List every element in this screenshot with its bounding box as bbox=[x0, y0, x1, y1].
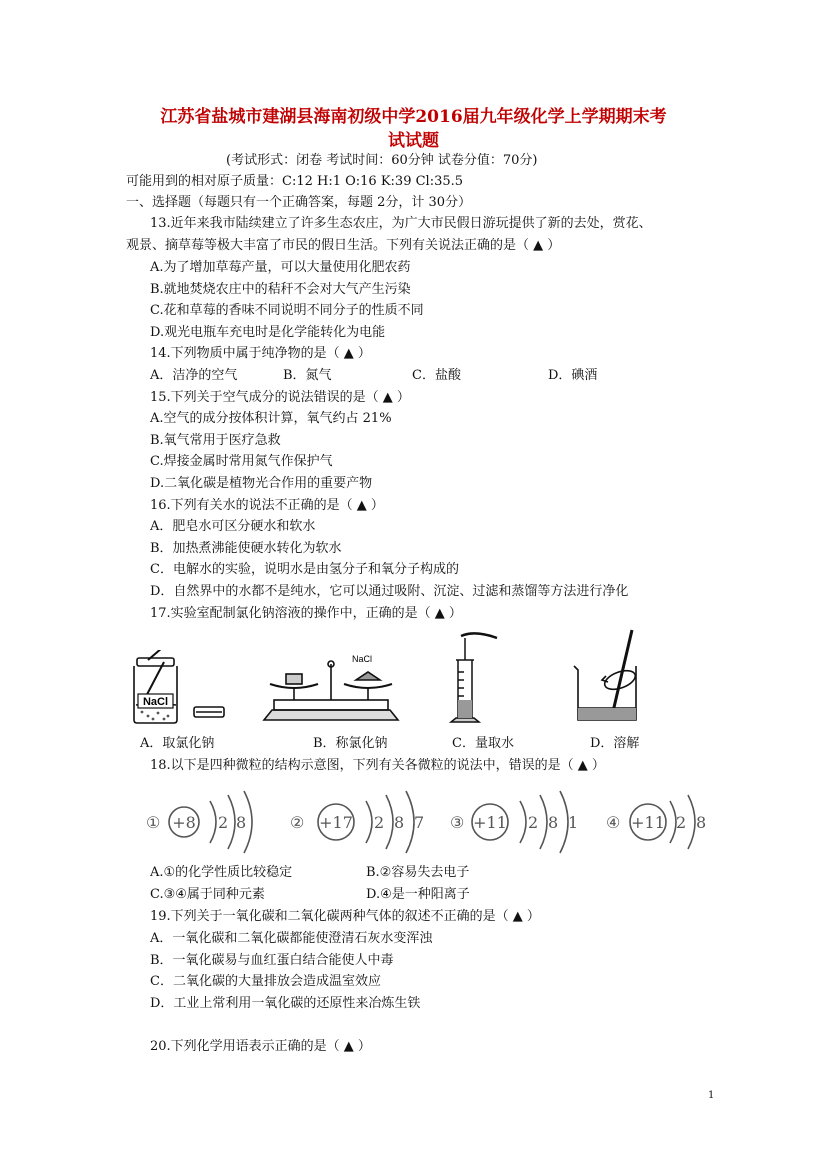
particle-4-shell-2: 8 bbox=[696, 813, 707, 832]
q17-option-c: C．量取水 bbox=[452, 736, 514, 751]
particle-1-arc-2 bbox=[228, 795, 235, 849]
q14-option-d: D．碘酒 bbox=[548, 368, 598, 383]
beaker-figure bbox=[570, 628, 650, 726]
reagent-jar bbox=[134, 650, 177, 723]
q17-option-a: A．取氯化钠 bbox=[140, 736, 215, 751]
q19-option-a: A．一氧化碳和二氧化碳都能使澄清石灰水变浑浊 bbox=[150, 931, 433, 946]
particle-diagrams bbox=[140, 785, 710, 855]
document-title-line2: 试试题 bbox=[388, 131, 439, 151]
q19-stem: 19.下列关于一氧化碳和二氧化碳两种气体的叙述不正确的是（ ▲ ） bbox=[150, 909, 540, 924]
q16-option-c: C．电解水的实验，说明水是由氢分子和氧分子构成的 bbox=[150, 562, 459, 577]
reagent-jar-figure bbox=[128, 650, 238, 726]
particle-1-charge: +8 bbox=[172, 813, 196, 832]
q16-option-d: D．自然界中的水都不是纯水，它可以通过吸附、沉淀、过滤和蒸馏等方法进行净化 bbox=[150, 584, 629, 599]
q18-option-b: B.②容易失去电子 bbox=[366, 865, 470, 880]
q13-option-c: C.花和草莓的香味不同说明不同分子的性质不同 bbox=[150, 303, 424, 318]
particle-4-index: ④ bbox=[606, 813, 621, 832]
particle-3-shell-1: 2 bbox=[528, 813, 539, 832]
q15-option-d: D.二氧化碳是植物光合作用的重要产物 bbox=[150, 476, 373, 491]
balance-figure bbox=[260, 650, 405, 726]
q18-option-a: A.①的化学性质比较稳定 bbox=[150, 865, 293, 880]
q16-option-a: A．肥皂水可区分硬水和软水 bbox=[150, 519, 316, 534]
cylinder-water bbox=[458, 700, 472, 718]
particle-4-shell-1: 2 bbox=[676, 813, 687, 832]
particle-2-shell-3: 7 bbox=[414, 813, 425, 832]
particle-2-charge: +17 bbox=[319, 813, 353, 832]
q18-option-d: D.④是一种阳离子 bbox=[366, 887, 470, 902]
q17-option-b: B．称氯化钠 bbox=[313, 736, 388, 751]
particle-1-shell-1: 2 bbox=[218, 813, 229, 832]
page-number: 1 bbox=[708, 1090, 715, 1101]
q15-option-b: B.氧气常用于医疗急救 bbox=[150, 433, 281, 448]
q14-option-c: C．盐酸 bbox=[412, 368, 461, 383]
q16-option-b: B．加热煮沸能使硬水转化为软水 bbox=[150, 541, 342, 556]
q19-option-d: D．工业上常利用一氧化碳的还原性来冶炼生铁 bbox=[150, 996, 421, 1011]
q13-option-a: A.为了增加草莓产量，可以大量使用化肥农药 bbox=[150, 260, 411, 275]
q17-stem: 17.实验室配制氯化钠溶液的操作中，正确的是（ ▲ ） bbox=[150, 606, 462, 621]
q14-option-a: A．洁净的空气 bbox=[150, 368, 238, 383]
graduated-cylinder bbox=[451, 633, 497, 722]
particle-3-shell-3: 1 bbox=[568, 813, 579, 832]
q13-option-d: D.观光电瓶车充电时是化学能转化为电能 bbox=[150, 325, 386, 340]
q18-stem: 18.以下是四种微粒的结构示意图，下列有关各微粒的说法中，错误的是（ ▲ ） bbox=[150, 758, 605, 773]
q15-option-c: C.焊接金属时常用氮气作保护气 bbox=[150, 454, 333, 469]
q13-stem-line2: 观景、摘草莓等极大丰富了市民的假日生活。下列有关说法正确的是（ ▲ ） bbox=[126, 238, 561, 253]
q17-option-d: D．溶解 bbox=[590, 736, 640, 751]
q14-stem: 14.下列物质中属于纯净物的是（ ▲ ） bbox=[150, 346, 371, 361]
q18-option-c: C.③④属于同种元素 bbox=[150, 887, 265, 902]
particle-1-index: ① bbox=[146, 813, 161, 832]
jar-powder bbox=[141, 711, 170, 721]
particle-2-arc-1 bbox=[366, 801, 372, 843]
jar-stopper bbox=[194, 707, 224, 717]
graduated-cylinder-figure bbox=[445, 630, 515, 726]
q14-option-b: B．氮气 bbox=[283, 368, 332, 383]
particle-3-arc-2 bbox=[540, 795, 547, 849]
section-heading: 一、选择题（每题只有一个正确答案，每题 2分，计 30分） bbox=[126, 195, 472, 210]
particle-4-charge: +11 bbox=[631, 813, 665, 832]
q19-option-c: C．二氧化碳的大量排放会造成温室效应 bbox=[150, 974, 381, 989]
q15-option-a: A.空气的成分按体积计算，氧气约占 21% bbox=[150, 411, 392, 426]
particle-3-charge: +11 bbox=[473, 813, 507, 832]
particle-3-shell-2: 8 bbox=[548, 813, 559, 832]
particle-2-shell-1: 2 bbox=[374, 813, 385, 832]
atomic-masses: 可能用到的相对原子质量：C:12 H:1 O:16 K:39 Cl:35.5 bbox=[126, 174, 464, 189]
particle-2-index: ② bbox=[290, 813, 305, 832]
particle-1-arc-1 bbox=[210, 801, 216, 843]
beaker-solution bbox=[578, 708, 636, 720]
q13-stem-line1: 13.近年来我市陆续建立了许多生态农庄，为广大市民假日游玩提供了新的去处，赏花、 bbox=[150, 216, 652, 231]
q13-option-b: B.就地焚烧农庄中的秸秆不会对大气产生污染 bbox=[150, 282, 411, 297]
beaker bbox=[574, 630, 638, 720]
exam-info: (考试形式：闭卷 考试时间：60分钟 试卷分值：70分) bbox=[226, 153, 538, 168]
particle-3-arc-3 bbox=[560, 791, 568, 853]
particle-4-arc-2 bbox=[688, 795, 695, 849]
particle-1-shell-2: 8 bbox=[236, 813, 247, 832]
particle-2-shell-2: 8 bbox=[394, 813, 405, 832]
particle-3-arc-1 bbox=[520, 801, 526, 843]
balance-label: NaCl bbox=[352, 654, 373, 664]
balance bbox=[264, 661, 398, 720]
q16-stem: 16.下列有关水的说法不正确的是（ ▲ ） bbox=[150, 498, 384, 513]
q15-stem: 15.下列关于空气成分的说法错误的是（ ▲ ） bbox=[150, 390, 410, 405]
document-title-line1: 江苏省盐城市建湖县海南初级中学2016届九年级化学上学期期末考 bbox=[160, 107, 667, 127]
particle-3-index: ③ bbox=[450, 813, 465, 832]
particle-2-arc-2 bbox=[386, 795, 393, 849]
q20-stem: 20.下列化学用语表示正确的是（ ▲ ） bbox=[150, 1039, 371, 1054]
jar-label: NaCl bbox=[142, 696, 169, 708]
particle-2-arc-3 bbox=[406, 791, 414, 853]
q19-option-b: B．一氧化碳易与血红蛋白结合能使人中毒 bbox=[150, 953, 394, 968]
